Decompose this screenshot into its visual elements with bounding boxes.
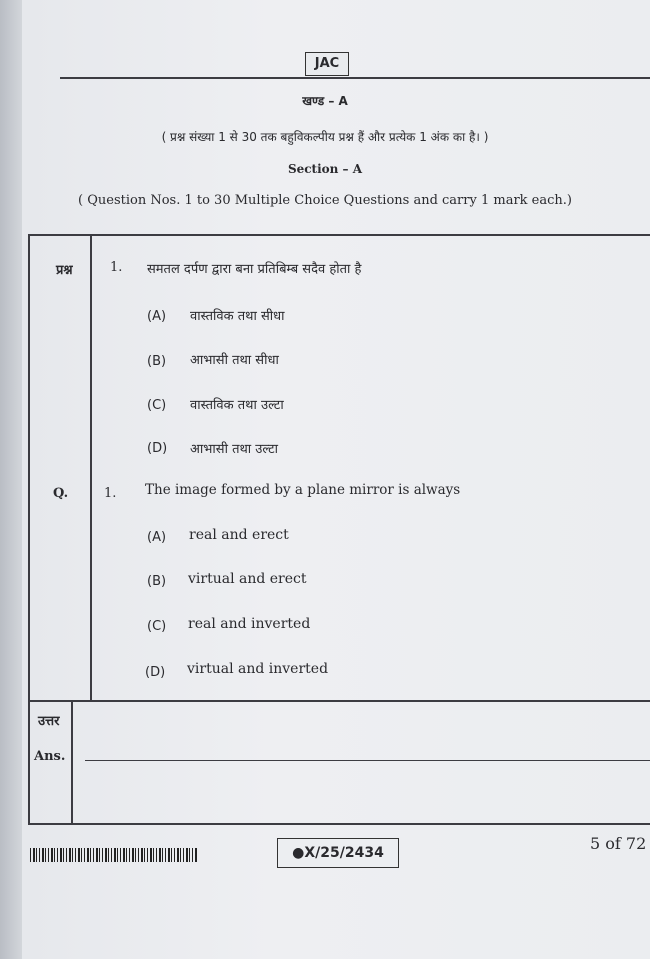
hindi-instruction: ( प्रश्न संख्या 1 से 30 तक बहुविकल्पीय प्रश्न हैं और प्रत्येक 1 अंक का है। ) xyxy=(161,130,489,144)
hindi-question-number: 1. xyxy=(110,260,123,275)
answer-label-english: Ans. xyxy=(34,749,66,764)
barcode xyxy=(30,848,198,862)
header-rule xyxy=(60,77,650,79)
hindi-question-label: प्रश्न xyxy=(56,263,73,278)
english-option-a-key: (A) xyxy=(147,530,167,545)
english-instruction: ( Question Nos. 1 to 30 Multiple Choice Questions and carry 1 mark each.) xyxy=(78,193,572,208)
english-option-c-text: real and inverted xyxy=(188,616,311,632)
table-top-rule xyxy=(28,234,650,236)
answer-line xyxy=(85,760,650,761)
hindi-option-d-key: (D) xyxy=(147,441,168,456)
english-option-d-key: (D) xyxy=(145,665,166,680)
table-bottom-rule xyxy=(28,823,650,825)
answer-label-hindi: उत्तर xyxy=(38,714,60,729)
english-section-heading: Section – A xyxy=(287,162,363,176)
hindi-option-c-text: वास्तविक तथा उल्टा xyxy=(190,398,284,413)
english-option-c-key: (C) xyxy=(147,619,167,634)
page-number: 5 of 72 xyxy=(590,834,647,853)
english-option-b-key: (B) xyxy=(147,574,167,589)
english-option-d-text: virtual and inverted xyxy=(187,661,329,677)
answer-column-divider xyxy=(71,700,73,824)
english-question-number: 1. xyxy=(104,486,117,501)
hindi-option-d-text: आभासी तथा उल्टा xyxy=(190,442,279,457)
hindi-question-text: समतल दर्पण द्वारा बना प्रतिबिम्ब सदैव होता है xyxy=(147,262,362,277)
hindi-option-b-key: (B) xyxy=(147,354,167,369)
hindi-option-a-key: (A) xyxy=(147,309,167,324)
hindi-option-a-text: वास्तविक तथा सीधा xyxy=(190,309,285,324)
english-question-text: The image formed by a plane mirror is always xyxy=(145,482,461,498)
board-code: JAC xyxy=(305,52,349,76)
hindi-option-c-key: (C) xyxy=(147,398,167,413)
english-option-a-text: real and erect xyxy=(189,527,289,543)
table-left-border xyxy=(28,234,30,824)
hindi-section-heading: खण्ड – A xyxy=(302,94,348,108)
hindi-option-b-text: आभासी तथा सीधा xyxy=(190,353,279,368)
english-option-b-text: virtual and erect xyxy=(188,571,307,587)
paper-code: ●X/25/2434 xyxy=(277,838,399,868)
answer-top-rule xyxy=(28,700,650,702)
label-column-divider xyxy=(90,234,92,700)
english-question-label: Q. xyxy=(53,486,69,501)
